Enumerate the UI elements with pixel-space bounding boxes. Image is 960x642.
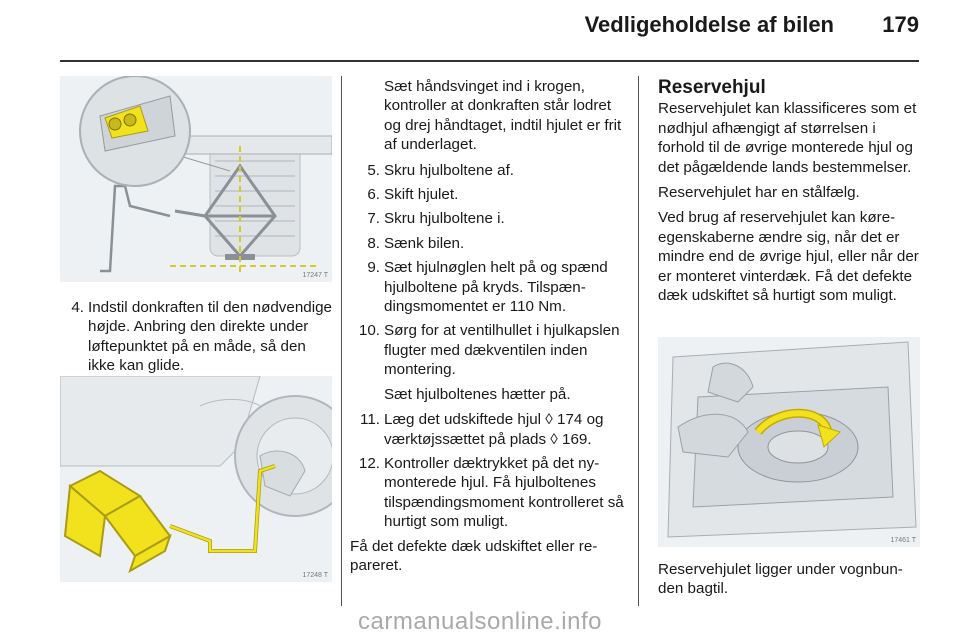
list-item	[356, 258, 628, 316]
list-item	[356, 234, 628, 253]
item-text: Sørg for at ventilhullet i hjulkapslen flugter med dækventilen inden montering.	[384, 322, 620, 379]
arrow-ref-icon: ◊	[550, 430, 558, 448]
header-rule	[60, 60, 919, 62]
item-text: Skru hjulboltene af.	[384, 161, 515, 179]
item-number: 7.	[367, 210, 380, 228]
list-item	[356, 161, 628, 180]
list-item	[356, 185, 628, 204]
figure-code: 17461 T	[890, 537, 916, 544]
figure-code: 17247 T	[302, 272, 328, 279]
left-text-block	[60, 298, 332, 381]
jack-position-illustration	[60, 76, 332, 282]
list-item	[346, 454, 628, 532]
caps-note: Sæt hjulboltenes hætter på.	[384, 385, 571, 403]
item-number: 12.	[358, 454, 380, 472]
item-number: 8.	[367, 234, 380, 252]
list-item	[346, 321, 628, 379]
item-text: Skru hjulboltene i.	[384, 210, 505, 228]
item-number: 11.	[360, 411, 380, 429]
column-divider-left	[341, 76, 342, 606]
item-text: Læg det udskiftede hjul ◊ 174 og værktøjssættet på plads ◊ 169.	[384, 411, 604, 448]
item-text: Sæt hjulnøglen helt på og spænd hjulboltene på kryds. Tilspændingsmomentet er 110 Nm.	[384, 259, 608, 316]
caption: Reservehjulet ligger under vognbunden bagtil.	[658, 561, 903, 598]
item-text: Skift hjulet.	[384, 186, 459, 204]
item-text: Indstil donkraften til den nødvendige højde. Anbring den direkte under løftepunktet på en måde, så den ikke kan glide.	[88, 299, 333, 375]
list-item	[346, 410, 628, 449]
arrow-ref-icon: ◊	[545, 411, 553, 429]
list-item	[356, 209, 628, 228]
item-number: 10.	[358, 322, 380, 340]
item-text: Sænk bilen.	[384, 234, 465, 252]
right-text-block	[658, 78, 920, 311]
spare-wheel-illustration	[658, 337, 920, 547]
paragraph: Reservehjulet kan klassificeres som et nødhjul afhængigt af størrelsen i forhold til de øvrige monterede hjul og det pågældende lands bestemmelser.	[658, 100, 917, 176]
header-title: Vedligeholdelse af bilen	[584, 12, 834, 37]
item-number: 5.	[367, 161, 380, 179]
right-caption-block	[658, 560, 920, 599]
intro-paragraph: Sæt håndsvinget ind i krogen, kontroller at donkraften står lodret og drej håndtaget, indtil hjulet er frit af underlaget.	[384, 78, 622, 154]
middle-text-block	[350, 77, 628, 581]
item-text: Kontroller dæktrykket på det nymonterede hjul. Få hjulboltenes tilspændingsmoment kontrolleret så hurtigt som muligt.	[384, 454, 624, 531]
column-divider-right	[638, 76, 639, 606]
item-number: 6.	[367, 186, 380, 204]
paragraph: Ved brug af reservehjulet kan køreegenskaberne ændre sig, når det er mindre end de øvrige hjul, eller når der er monteret vinterdæk. Få det defekte dæk udskiftet så hurtigt som muligt.	[658, 209, 919, 305]
jack-under-car-illustration	[60, 376, 332, 582]
item-number: 4.	[71, 299, 84, 316]
item-number: 9.	[367, 259, 380, 277]
outro-paragraph: Få det defekte dæk udskiftet eller repareret.	[350, 537, 598, 574]
section-heading: Reservehjul	[658, 77, 766, 98]
watermark: carmanualsonline.info	[358, 608, 602, 635]
figure-code: 17248 T	[302, 572, 328, 579]
list-item	[60, 298, 332, 376]
page-number: 179	[882, 12, 919, 37]
paragraph: Reservehjulet har en stålfælg.	[658, 184, 860, 202]
